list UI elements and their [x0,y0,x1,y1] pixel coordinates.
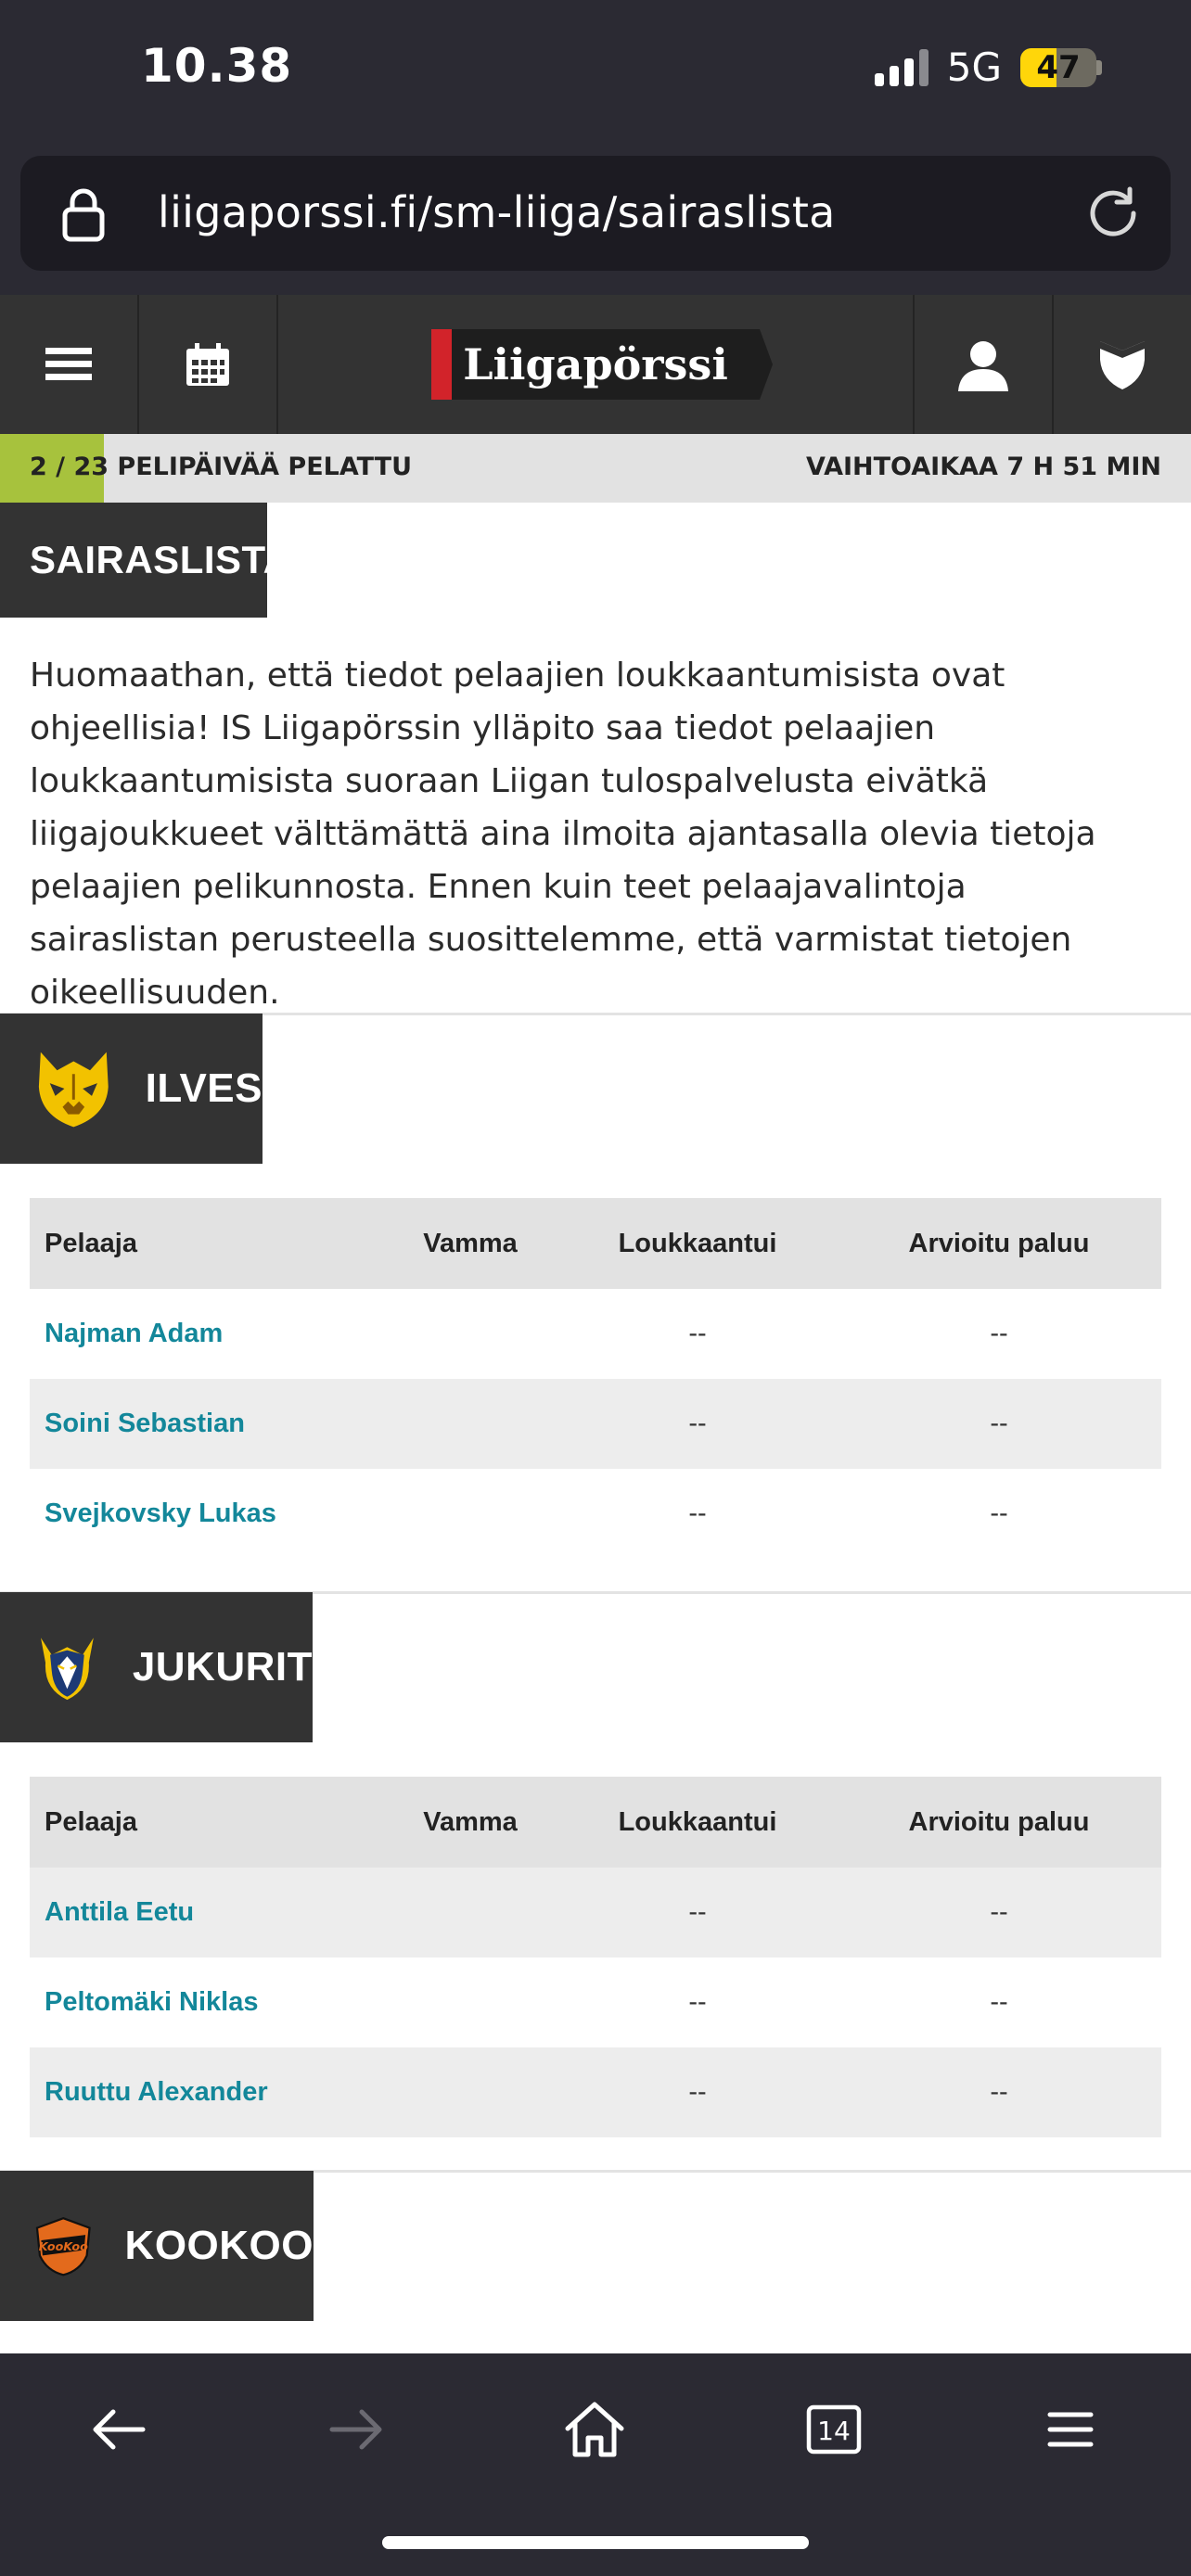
user-icon [956,338,1010,391]
table-row [30,1289,1161,1379]
address-bar[interactable] [20,156,1171,271]
progress-label: 2 / 23 PELIPÄIVÄÄ PELATTU [30,453,413,481]
player-link[interactable]: Svejkovsky Lukas [45,1498,276,1528]
header-return: Arvioitu paluu [837,1198,1161,1289]
table-row [30,1379,1161,1469]
header-injured: Loukkaantui [558,1198,837,1289]
home-indicator [382,2536,809,2549]
table-row [30,1958,1161,2047]
header-injury: Vamma [382,1198,558,1289]
header-injured: Loukkaantui [558,1777,837,1868]
intro-text: Huomaathan, että tiedot pelaajien loukkaantumisista ovat ohjeellisia! IS Liigapörssin ylläpito saa tiedot pelaajien loukkaantumisista suoraan Liigan tulospalvelusta eivätkä liigajoukkueet välttämättä aina ilmoita ajantasalla olevia tietoja pelaajien pelikunnosta. Ennen kuin teet pelaajavalintoja sairaslistan perusteella suosittelemme, että varmistat tietojen oikeellisuuden. [30,657,1096,1012]
svg-text:KooKoo: KooKoo [38,2239,88,2254]
injury-cell [382,1958,558,2047]
header-player: Pelaaja [30,1777,382,1868]
swap-time-label: VAIHTOAIKAA 7 H 51 MIN [806,453,1161,481]
shield-icon [1098,338,1146,391]
team-name: KOOKOO [124,2223,314,2268]
page-title: SAIRASLISTA [0,503,267,618]
home-button[interactable] [557,2392,632,2467]
injury-cell [382,1379,558,1469]
player-link[interactable]: Peltomäki Niklas [45,1987,259,2017]
header-player: Pelaaja [30,1198,382,1289]
team-button[interactable] [1052,295,1191,434]
player-link[interactable]: Anttila Eetu [30,1868,382,1958]
calendar-icon [185,341,231,388]
menu-button[interactable] [0,295,139,434]
kookoo-logo-icon [32,2203,96,2289]
tabs-icon [806,2404,862,2455]
hamburger-icon [45,346,92,383]
team-name: JUKURIT [132,1644,313,1690]
status-indicators [875,45,1102,90]
reload-icon[interactable] [1082,182,1145,245]
injured-date-cell: -- [558,1868,837,1958]
site-logo[interactable] [278,295,913,434]
player-link[interactable]: Ruuttu Alexander [30,2047,382,2137]
team-header-jukurit [0,1592,313,1742]
injured-date-cell: -- [688,1498,707,1528]
return-cell: -- [990,1987,1008,2017]
table-header-row [30,1777,1161,1868]
injury-cell [382,1289,558,1379]
injured-date-cell: -- [558,1379,837,1469]
table-row [30,1469,1161,1559]
status-time: 10.38 [141,39,293,93]
injured-date-cell: -- [688,1319,707,1348]
header-return: Arvioitu paluu [837,1777,1161,1868]
more-menu-button[interactable] [1033,2392,1108,2467]
forward-arrow-icon [328,2408,384,2451]
return-cell: -- [990,1498,1008,1528]
battery-level: 47 [1036,48,1081,86]
injury-cell [382,1868,558,1958]
team-header-kookoo [0,2171,314,2321]
injured-date-cell: -- [688,1987,707,2017]
logo-text: Liigapörssi [463,339,728,389]
return-cell: -- [837,2047,1161,2137]
table-row [30,1868,1161,1958]
return-cell: -- [837,1379,1161,1469]
signal-icon [875,49,928,86]
tab-count: 14 [817,2416,851,2446]
injury-cell [382,2047,558,2137]
injury-table-ilves [30,1198,1161,1559]
team-name: ILVES [145,1065,263,1111]
forward-button[interactable] [319,2392,393,2467]
logo-badge [431,329,452,400]
network-label: 5G [946,45,1002,90]
battery-icon [1020,48,1102,87]
user-button[interactable] [913,295,1052,434]
table-row [30,2047,1161,2137]
menu-icon [1047,2411,1094,2448]
home-icon [564,2401,625,2458]
table-header-row [30,1198,1161,1289]
gameday-progress [0,434,1191,503]
injured-date-cell: -- [558,2047,837,2137]
return-cell: -- [837,1868,1161,1958]
browser-top-chrome [0,0,1191,295]
back-button[interactable] [82,2392,156,2467]
player-link[interactable]: Najman Adam [45,1319,224,1348]
injury-table-jukurit [30,1777,1161,2137]
tabs-button[interactable] [797,2392,871,2467]
calendar-button[interactable] [139,295,278,434]
team-header-ilves [0,1014,263,1164]
return-cell: -- [990,1319,1008,1348]
back-arrow-icon [91,2408,147,2451]
lock-icon [54,184,113,243]
injury-cell [382,1469,558,1559]
ilves-logo-icon [32,1046,116,1131]
player-link[interactable]: Soini Sebastian [30,1379,382,1469]
site-navigation [0,295,1191,434]
url-text[interactable]: liigaporssi.fi/sm-liiga/sairaslista [158,187,836,237]
jukurit-logo-icon [32,1625,103,1710]
header-injury: Vamma [382,1777,558,1868]
